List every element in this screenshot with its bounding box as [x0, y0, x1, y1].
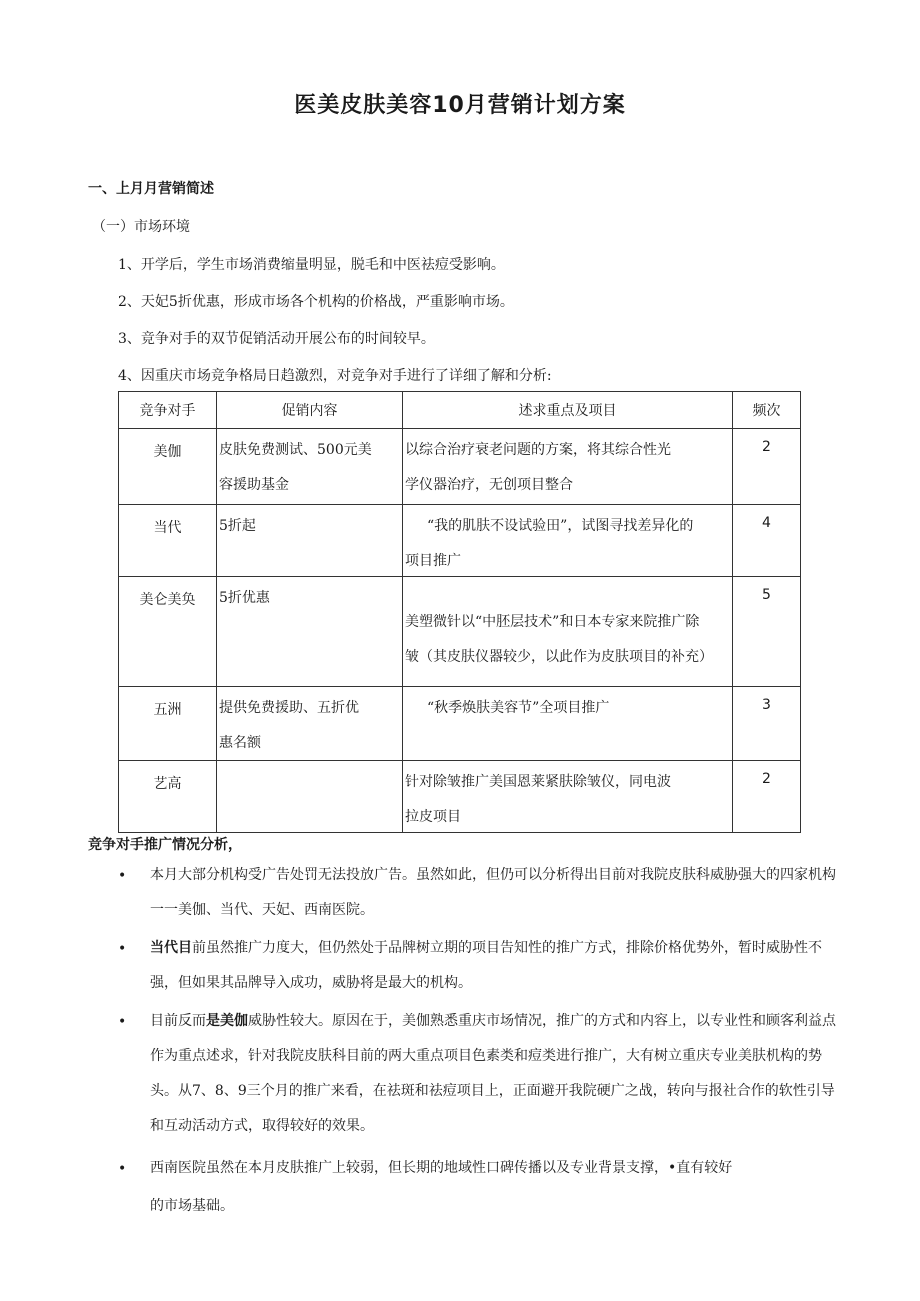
bullet-icon: • [118, 1161, 127, 1177]
emphasis-text: 是美伽 [206, 1013, 248, 1029]
bullet-icon: • [118, 868, 127, 884]
competitor-name: 当代 [119, 505, 217, 577]
section-heading: 一、上月月营销简述 [88, 181, 214, 197]
focus-line: 拉皮项目 [405, 809, 461, 825]
frequency: 2 [733, 429, 801, 505]
page-title: 医美皮肤美容10月营销计划方案 [294, 93, 626, 118]
promo-content [217, 429, 403, 505]
column-header: 频次 [733, 392, 801, 429]
competitor-name: 美仑美奂 [119, 577, 217, 687]
analysis-heading: 竞争对手推广情况分析， [88, 837, 242, 853]
focus-content [403, 687, 733, 761]
promo-line: 惠名额 [219, 735, 261, 751]
frequency: 3 [733, 687, 801, 761]
column-header: 竞争对手 [119, 392, 217, 429]
table-row [119, 761, 801, 833]
frequency: 5 [733, 577, 801, 687]
bullet-icon: • [118, 1014, 127, 1030]
promo-content [217, 761, 403, 833]
market-item-4: 4、因重庆市场竞争格局日趋激烈，对竞争对手进行了详细了解和分析: [118, 368, 552, 384]
focus-content [403, 577, 733, 687]
analysis-paragraph-3 [150, 1004, 840, 1144]
focus-content [403, 761, 733, 833]
analysis-paragraph-4-line-1: 西南医院虽然在本月皮肤推广上较弱，但长期的地域性口碑传播以及专业背景支撑，•直有较好 [150, 1160, 733, 1176]
paragraph-text: 威胁性较大。原因在于，美伽熟悉重庆市场情况，推广的方式和内容上，以专业性和顾客利益点作为重点述求，针对我院皮肤科目前的两大重点项目色素类和痘类进行推广，大有树立重庆专业美肤机构的势头。从7、8、9三个月的推广来看，在祛斑和祛痘项目上，正面避开我院硬广之战，转向与报社合作的软性引导和互动活动方式，取得较好的效果。 [150, 1013, 836, 1134]
analysis-paragraph-4-line-2: 的市场基础。 [150, 1198, 234, 1214]
competitor-name: 艺高 [119, 761, 217, 833]
competitor-name: 美伽 [119, 429, 217, 505]
frequency: 2 [733, 761, 801, 833]
promo-line: 5折起 [219, 518, 256, 534]
table-row [119, 429, 801, 505]
focus-line: “秋季焕肤美容节”全项目推广 [427, 700, 610, 716]
analysis-paragraph-2 [150, 931, 840, 1001]
column-header: 促销内容 [217, 392, 403, 429]
focus-line: 学仪器治疗，无创项目整合 [405, 477, 573, 493]
focus-line [405, 587, 730, 609]
focus-content [403, 429, 733, 505]
focus-content [403, 505, 733, 577]
promo-content [217, 505, 403, 577]
promo-line: 提供免费援助、五折优 [219, 700, 359, 716]
focus-line: “我的肌肤不设试验田”，试图寻找差异化的 [427, 518, 694, 534]
analysis-paragraph-1: 本月大部分机构受广告处罚无法投放广告。虽然如此，但仍可以分析得出目前对我院皮肤科威胁强大的四家机构一一美伽、当代、天妃、西南医院。 [150, 867, 836, 918]
emphasis-text: 当代目 [150, 940, 192, 956]
bullet-icon: • [118, 941, 127, 957]
promo-line: 容援助基金 [219, 477, 289, 493]
promo-content [217, 687, 403, 761]
focus-line: 针对除皱推广美国恩莱紧肤除皱仪，同电波 [405, 774, 671, 790]
table-header-row [119, 392, 801, 429]
subsection-heading: （一）市场环境 [92, 219, 190, 235]
market-item-1: 1、开学后，学生市场消费缩量明显，脱毛和中医祛痘受影响。 [118, 257, 505, 273]
paragraph-text: 前虽然推广力度大，但仍然处于品牌树立期的项目告知性的推广方式，排除价格优势外，暂时威胁性不强，但如果其品牌导入成功，威胁将是最大的机构。 [150, 940, 822, 991]
table-row [119, 687, 801, 761]
focus-line: 皱（其皮肤仪器较少，以此作为皮肤项目的补充） [405, 649, 713, 665]
promo-line: 5折优惠 [219, 590, 270, 606]
column-header: 述求重点及项目 [403, 392, 733, 429]
frequency: 4 [733, 505, 801, 577]
focus-line: 以综合治疗衰老问题的方案，将其综合性光 [405, 442, 671, 458]
promo-line: 皮肤免费测试、500元美 [219, 442, 372, 458]
table-row [119, 505, 801, 577]
market-item-3: 3、竞争对手的双节促销活动开展公布的时间较早。 [118, 331, 435, 347]
table-row [119, 577, 801, 687]
paragraph-text: 目前反而 [150, 1013, 206, 1029]
focus-line: 美塑微针以“中胚层技术”和日本专家来院推广除 [405, 614, 700, 630]
focus-line: 项目推广 [405, 553, 461, 569]
competitor-table [118, 391, 801, 833]
competitor-name: 五洲 [119, 687, 217, 761]
promo-content [217, 577, 403, 687]
market-item-2: 2、天妃5折优惠，形成市场各个机构的价格战，严重影响市场。 [118, 294, 514, 310]
